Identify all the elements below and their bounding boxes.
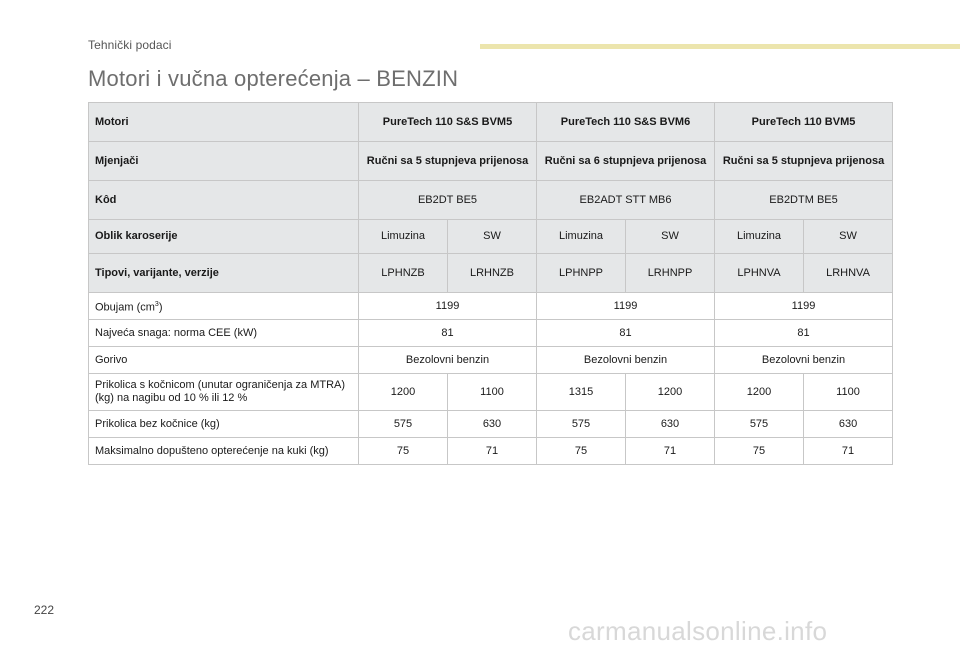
table-cell: 75 [359, 438, 448, 465]
engine-spec-table [88, 102, 893, 465]
table-cell: 81 [715, 320, 893, 347]
table-cell: EB2DT BE5 [359, 181, 537, 220]
table-row-kod [89, 181, 893, 220]
table-cell: SW [448, 220, 537, 254]
table-row-oblik [89, 220, 893, 254]
table-cell: 71 [626, 438, 715, 465]
row-label: Motori [89, 103, 359, 142]
table-cell: 1199 [359, 293, 537, 320]
table-cell: LPHNPP [537, 254, 626, 293]
table-cell: SW [626, 220, 715, 254]
table-cell: 1100 [448, 374, 537, 411]
table-cell: Limuzina [715, 220, 804, 254]
table-cell: 630 [448, 411, 537, 438]
table-cell: 1199 [537, 293, 715, 320]
table-cell: 71 [448, 438, 537, 465]
table-row-snaga [89, 320, 893, 347]
table-cell: Limuzina [537, 220, 626, 254]
table-row-prikolica-s-kocnicom [89, 374, 893, 411]
table-cell: PureTech 110 S&S BVM5 [359, 103, 537, 142]
table-cell: 1200 [715, 374, 804, 411]
table-cell: PureTech 110 BVM5 [715, 103, 893, 142]
row-label: Maksimalno dopušteno opterećenje na kuki (kg) [89, 438, 359, 465]
table-cell: Ručni sa 5 stupnjeva prijenosa [359, 142, 537, 181]
table-cell: Ručni sa 6 stupnjeva prijenosa [537, 142, 715, 181]
row-label: Kôd [89, 181, 359, 220]
page-title: Motori i vučna opterećenja – BENZIN [88, 66, 459, 91]
table-cell: LPHNVA [715, 254, 804, 293]
row-label: Tipovi, varijante, verzije [89, 254, 359, 293]
header-accent-bar [480, 44, 960, 49]
row-label: Mjenjači [89, 142, 359, 181]
table-cell: Limuzina [359, 220, 448, 254]
row-label: Prikolica s kočnicom (unutar ograničenja za MTRA) (kg) na nagibu od 10 % ili 12 % [89, 374, 359, 411]
table-row-gorivo [89, 347, 893, 374]
table-cell: 71 [804, 438, 893, 465]
table-cell: 630 [626, 411, 715, 438]
table-cell: LRHNPP [626, 254, 715, 293]
table-cell: 575 [537, 411, 626, 438]
section-label: Tehnički podaci [88, 38, 172, 52]
table-row-prikolica-bez-kocnice [89, 411, 893, 438]
table-cell: 1199 [715, 293, 893, 320]
table-cell: Bezolovni benzin [537, 347, 715, 374]
table-cell: PureTech 110 S&S BVM6 [537, 103, 715, 142]
row-label-main: Obujam (cm [95, 301, 155, 314]
table-cell: EB2DTM BE5 [715, 181, 893, 220]
table-row-motori [89, 103, 893, 142]
table-cell: SW [804, 220, 893, 254]
table-cell: 575 [359, 411, 448, 438]
table-cell: Bezolovni benzin [715, 347, 893, 374]
table-row-kuka [89, 438, 893, 465]
table-cell: 75 [537, 438, 626, 465]
table-cell: 575 [715, 411, 804, 438]
table-cell: LRHNVA [804, 254, 893, 293]
table-cell: LRHNZB [448, 254, 537, 293]
table-cell: EB2ADT STT MB6 [537, 181, 715, 220]
table-cell: 1200 [626, 374, 715, 411]
table-cell: 81 [359, 320, 537, 347]
row-label-superscript: 3 [154, 300, 159, 308]
row-label [89, 293, 359, 320]
table-cell: Ručni sa 5 stupnjeva prijenosa [715, 142, 893, 181]
watermark: carmanualsonline.info [568, 616, 828, 646]
table-cell: 1200 [359, 374, 448, 411]
table-cell: 81 [537, 320, 715, 347]
table-cell: 1315 [537, 374, 626, 411]
table-row-mjenjaci [89, 142, 893, 181]
table-cell: LPHNZB [359, 254, 448, 293]
table-cell: 75 [715, 438, 804, 465]
row-label: Najveća snaga: norma CEE (kW) [89, 320, 359, 347]
row-label: Gorivo [89, 347, 359, 374]
table-cell: Bezolovni benzin [359, 347, 537, 374]
table-cell: 630 [804, 411, 893, 438]
table-row-obujam [89, 293, 893, 320]
row-label: Oblik karoserije [89, 220, 359, 254]
row-label-end: ) [158, 301, 163, 314]
page-number: 222 [34, 603, 55, 617]
row-label: Prikolica bez kočnice (kg) [89, 411, 359, 438]
table-row-tipovi [89, 254, 893, 293]
table-cell: 1100 [804, 374, 893, 411]
